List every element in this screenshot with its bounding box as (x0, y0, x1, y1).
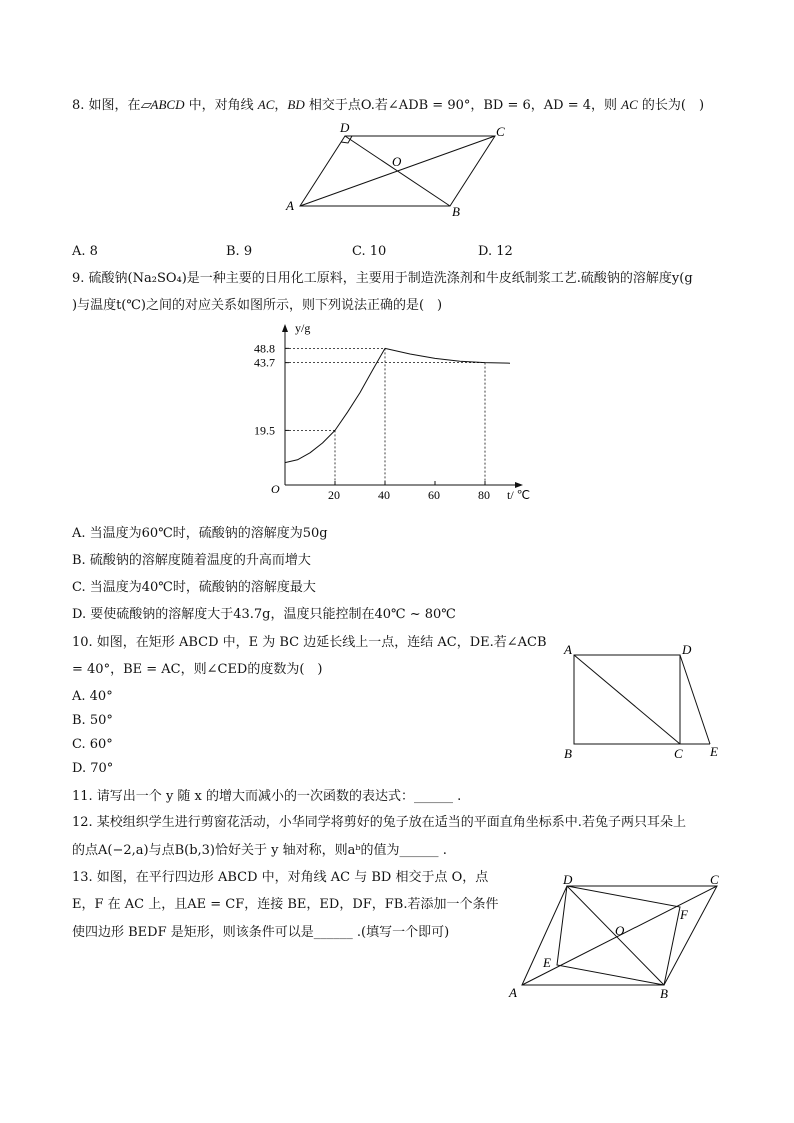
q10-stem-line1: 10. 如图，在矩形 ABCD 中，E 为 BC 边延长线上一点，连结 AC，DE.若∠ACB (72, 635, 547, 650)
q8-option-d[interactable]: D. 12 (478, 244, 513, 259)
x-tick-label: 60 (428, 488, 440, 502)
q10-label-B: B (564, 746, 572, 761)
chart-curve (285, 348, 510, 462)
q13-label-C: C (710, 872, 719, 887)
origin-label: O (271, 482, 280, 496)
q9-option-c[interactable]: C. 当温度为40℃时，硫酸钠的溶解度最大 (72, 580, 316, 595)
q13-label-F: F (680, 907, 688, 922)
q8-label-C: C (496, 124, 505, 139)
solubility-line (285, 348, 510, 462)
q10-label-C: C (674, 746, 683, 761)
q8-label-B: B (452, 204, 460, 219)
q8-option-c[interactable]: C. 10 (352, 244, 387, 259)
q8-label-D: D (340, 120, 350, 135)
x-tick-label: 80 (478, 488, 490, 502)
q10-option-d[interactable]: D. 70° (72, 761, 114, 776)
q13-label-E: E (543, 955, 551, 970)
y-tick-label: 48.8 (254, 341, 275, 356)
q9-option-a[interactable]: A. 当温度为60℃时，硫酸钠的溶解度为50g (72, 526, 328, 541)
q9-stem-line1: 9. 硫酸钠(Na₂SO₄)是一种主要的日用化工原料，主要用于制造洗涤剂和牛皮纸制浆工艺.硫酸钠的溶解度y(g (72, 271, 693, 286)
q10-label-D: D (682, 642, 692, 657)
x-tick-label: 40 (378, 488, 390, 502)
y-tick-label: 43.7 (254, 355, 275, 370)
q8-option-b[interactable]: B. 9 (226, 244, 253, 259)
y-tick-label: 19.5 (254, 423, 275, 438)
q13-label-A: A (509, 985, 517, 1000)
y-axis-arrow (282, 324, 288, 332)
q10-label-A: A (564, 642, 572, 657)
chart-labels (254, 321, 530, 502)
q8-label-O: O (392, 154, 402, 169)
q8-stem: 8. 如图，在▱ABCD 中，对角线 AC，BD 相交于点O.若∠ADB = 90°，BD = 6，AD = 4，则 AC 的长为( ) (72, 97, 705, 113)
q10-option-b[interactable]: B. 50° (72, 713, 113, 728)
q9-option-d[interactable]: D. 要使硫酸钠的溶解度大于43.7g，温度只能控制在40℃ ~ 80℃ (72, 607, 456, 622)
q8-option-a[interactable]: A. 8 (72, 244, 98, 259)
q13-stem-line1: 13. 如图，在平行四边形 ABCD 中，对角线 AC 与 BD 相交于点 O，点 (72, 870, 489, 885)
x-tick-label: 20 (328, 488, 340, 502)
q9-stem-line2: )与温度t(℃)之间的对应关系如图所示，则下列说法正确的是( ) (72, 298, 443, 313)
x-axis-label: t/ ℃ (507, 488, 531, 502)
y-axis-label: y/g (295, 321, 311, 335)
q13-label-O: O (615, 923, 625, 938)
q8-label-A: A (286, 198, 294, 213)
q13-stem-line2: E，F 在 AC 上，且AE = CF，连接 BE，ED，DF，FB.若添加一个条件 (72, 897, 499, 912)
q10-rectangle-figure (560, 640, 730, 765)
q10-option-a[interactable]: A. 40° (72, 689, 113, 704)
q10-stem-line2: = 40°，BE = AC，则∠CED的度数为( ) (72, 662, 323, 677)
q11-stem: 11. 请写出一个 y 随 x 的增大而减小的一次函数的表达式：______ . (72, 789, 462, 804)
q10-option-c[interactable]: C. 60° (72, 737, 113, 752)
q9-option-b[interactable]: B. 硫酸钠的溶解度随着温度的升高而增大 (72, 553, 311, 568)
q8-parallelogram-figure (280, 118, 520, 222)
q12-stem-line1: 12. 某校组织学生进行剪窗花活动，小华同学将剪好的兔子放在适当的平面直角坐标系中.若兔子两只耳朵上 (72, 815, 686, 830)
q13-stem-line3: 使四边形 BEDF 是矩形，则该条件可以是______ .(填写一个即可) (72, 925, 450, 940)
q13-parallelogram-figure (505, 872, 730, 1002)
q10-label-E: E (710, 744, 718, 759)
chart-guide-lines (285, 348, 485, 485)
q13-label-D: D (563, 872, 573, 887)
q9-solubility-chart (250, 318, 550, 503)
q13-label-B: B (660, 986, 668, 1001)
q12-stem-line2: 的点A(−2,a)与点B(b,3)恰好关于 y 轴对称，则aᵇ的值为______ . (72, 843, 447, 858)
